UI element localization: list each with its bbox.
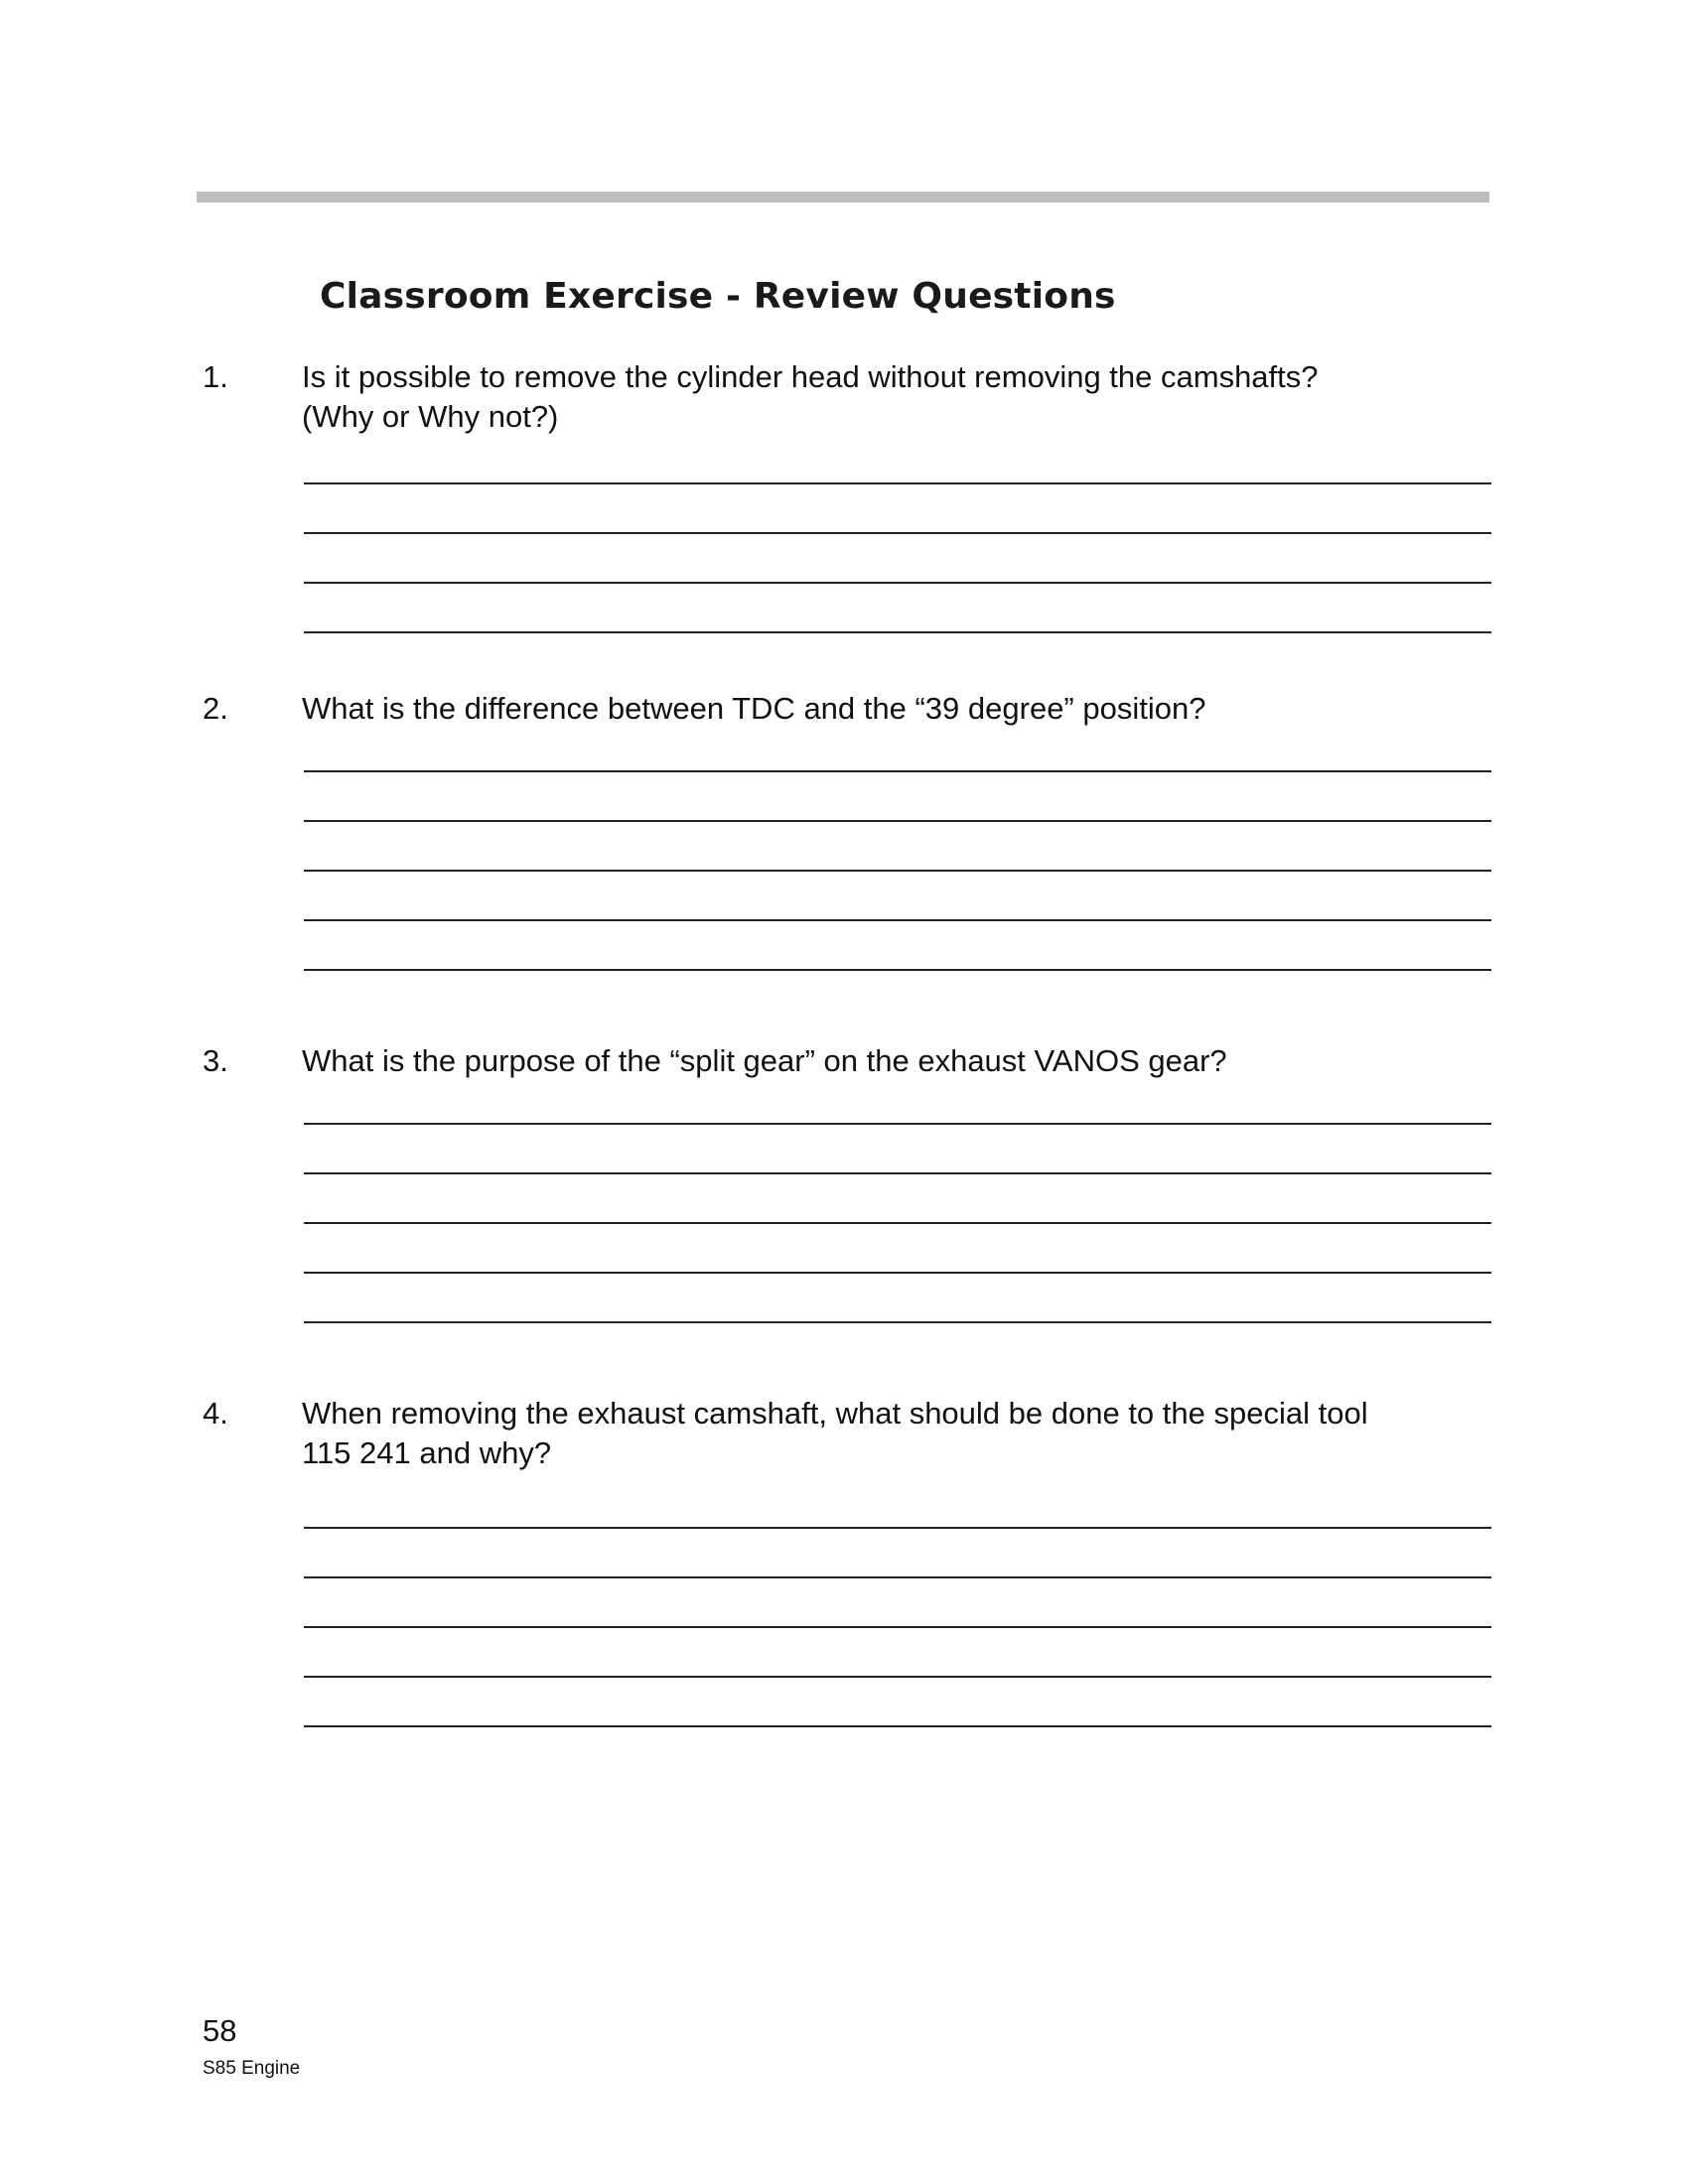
answer-line[interactable]	[304, 631, 1491, 633]
question-text	[302, 1394, 1493, 1473]
answer-line[interactable]	[304, 1321, 1491, 1323]
question-text	[302, 1041, 1493, 1081]
question-number: 2.	[203, 691, 228, 726]
question-text-line: What is the difference between TDC and the “39 degree” position?	[302, 691, 1206, 726]
answer-line[interactable]	[304, 870, 1491, 872]
answer-line[interactable]	[304, 1725, 1491, 1727]
page-number: 58	[203, 2013, 237, 2048]
answer-line[interactable]	[304, 1626, 1491, 1628]
question-text-line: 115 241 and why?	[302, 1435, 552, 1470]
answer-line[interactable]	[304, 1123, 1491, 1125]
question-number: 4.	[203, 1396, 228, 1431]
footer-title: S85 Engine	[203, 2058, 301, 2079]
answer-line[interactable]	[304, 770, 1491, 772]
question-text	[302, 357, 1493, 437]
question-text-line: What is the purpose of the “split gear” on the exhaust VANOS gear?	[302, 1043, 1227, 1078]
answer-line[interactable]	[304, 532, 1491, 534]
answer-line[interactable]	[304, 1222, 1491, 1224]
answer-line[interactable]	[304, 1576, 1491, 1578]
answer-line[interactable]	[304, 1527, 1491, 1529]
answer-line[interactable]	[304, 919, 1491, 921]
answer-line[interactable]	[304, 1676, 1491, 1678]
question-text-line: Is it possible to remove the cylinder head without removing the camshafts?	[302, 359, 1319, 394]
question-number: 1.	[203, 359, 228, 394]
answer-line[interactable]	[304, 1172, 1491, 1174]
question-text-line: When removing the exhaust camshaft, what should be done to the special tool	[302, 1396, 1368, 1431]
answer-line[interactable]	[304, 482, 1491, 484]
answer-line[interactable]	[304, 969, 1491, 971]
answer-line[interactable]	[304, 820, 1491, 822]
page-title: Classroom Exercise - Review Questions	[320, 276, 1116, 317]
answer-line[interactable]	[304, 582, 1491, 584]
question-number: 3.	[203, 1043, 228, 1078]
header-rule	[197, 192, 1489, 203]
question-text	[302, 689, 1493, 729]
answer-line[interactable]	[304, 1272, 1491, 1274]
question-text-line: (Why or Why not?)	[302, 399, 559, 434]
